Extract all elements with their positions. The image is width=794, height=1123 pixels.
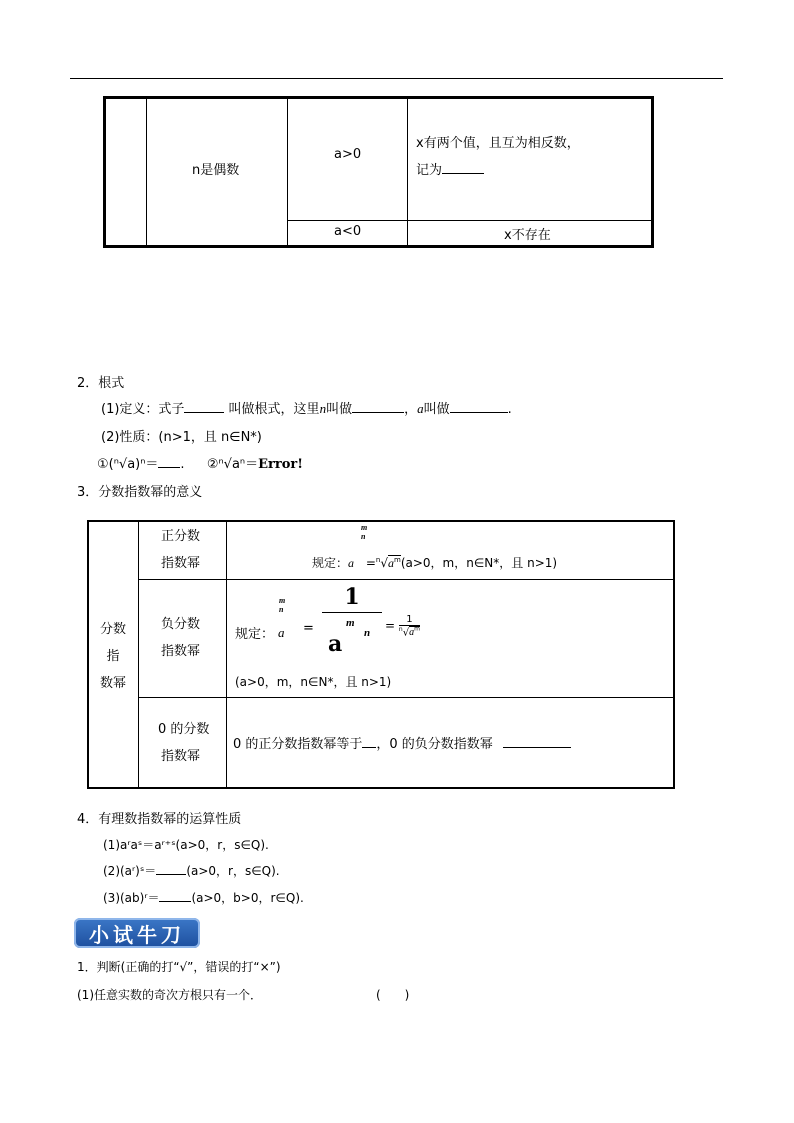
row1-name: 正分数 [161, 529, 201, 544]
even-root-table [103, 96, 654, 248]
row3-name: 0 的分数 [158, 722, 210, 737]
table-divider [287, 220, 651, 221]
table-divider [138, 697, 673, 698]
section4-property-2: (2)(aʳ)ˢ＝ (a>0，r，s∈Q). [103, 864, 280, 878]
fractional-exponent-table [87, 520, 675, 789]
section4-property-3: (3)(ab)ʳ＝ (a>0，b>0，r∈Q). [103, 891, 304, 905]
row3-text: 0 的正分数指数幂等于 ，0 的负分数指数幂 [233, 733, 571, 752]
section2-title: 2．根式 [77, 376, 125, 391]
result-negative: x不存在 [504, 228, 551, 243]
table-divider [226, 522, 227, 787]
exercise-instruction: 1．判断(正确的打“√”，错误的打“×”) [77, 960, 281, 974]
row3-name-2: 指数幂 [161, 749, 201, 764]
row1-rule: 规定：$a =^n√a^m(a>0$，m，n∈N*，且 n>1) [312, 556, 558, 570]
result-positive-line2: 记为 [416, 159, 484, 178]
condition-cell: n是偶数 [192, 163, 240, 178]
section3-title: 3．分数指数幂的意义 [77, 485, 203, 500]
row2-condition: (a>0，m，n∈N*，且 n>1) [235, 675, 392, 689]
case-negative: a<0 [334, 224, 362, 239]
row2-base: a [278, 625, 285, 640]
row2-exponent: m n [279, 596, 286, 614]
table-divider [146, 99, 147, 245]
row2-name: 负分数 [161, 617, 201, 632]
answer-blank [442, 161, 484, 174]
row2-fraction: 1 a m n [322, 584, 382, 653]
table-divider [138, 522, 139, 787]
table-divider [407, 99, 408, 245]
section4-title: 4．有理数指数幂的运算性质 [77, 812, 242, 827]
section4-property-1: (1)aʳaˢ＝aʳ⁺ˢ(a>0，r，s∈Q). [103, 838, 269, 852]
answer-paren: ( ) [376, 988, 410, 1002]
result-positive-line1: x有两个值，且互为相反数， [416, 136, 580, 151]
case-positive: a>0 [334, 147, 362, 162]
row1-name-2: 指数幂 [161, 556, 201, 571]
row1-exponent: m n [361, 523, 368, 541]
row-header: 分数 指 数幂 [99, 622, 126, 691]
section2-definition: (1)定义：式子 叫做根式，这里n叫做 ，a叫做 . [101, 401, 512, 417]
row2-radical-fraction: = $\frac{1}{^n√a^m}$ [385, 614, 420, 639]
section2-property: (2)性质：(n>1，且 n∈N*) [101, 430, 262, 445]
practice-badge: 小试牛刀 [74, 918, 200, 948]
exercise-question-1: (1)任意实数的奇次方根只有一个． [77, 988, 262, 1002]
row2-equals: = [303, 621, 314, 636]
row2-name-2: 指数幂 [161, 644, 201, 659]
table-divider [287, 99, 288, 245]
header-rule [70, 78, 723, 79]
section2-items: ①(ⁿ√a)ⁿ＝ . ②ⁿ√aⁿ＝Error! [97, 457, 303, 472]
row2-rule-label: 规定： [235, 627, 275, 642]
table-divider [138, 579, 673, 580]
